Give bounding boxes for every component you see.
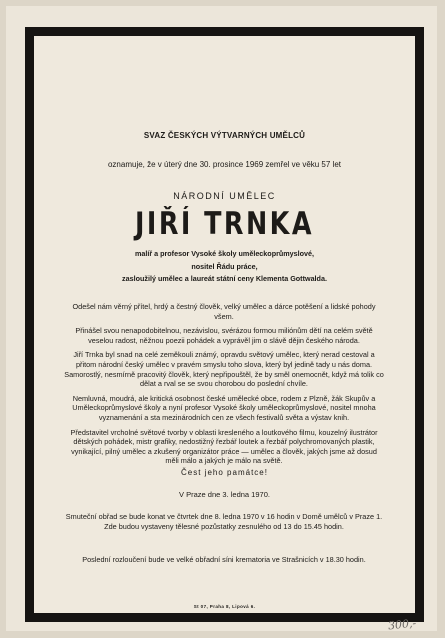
honor-line: nositel Řádu práce, [191, 261, 258, 271]
eulogy-paragraph: Nemluvná, moudrá, ale kritická osobnost české umělecké obce, rodem z Plzně, žák Skupův a Uměleckoprůmyslové školy a nyní profesor Vysoké školy uměleckoprůmyslové, nositel mnoha vyznamenání a sta mezinárodních cen ze všech festivalů světa a výstav knih. [72, 393, 376, 422]
eulogy-text [64, 302, 384, 471]
announcement-line: oznamuje, že v úterý dne 30. prosince 1969 zemřel ve věku 57 let [107, 160, 342, 169]
pencil-price-mark: 300,- [387, 616, 417, 633]
mourning-border [25, 27, 424, 622]
honor-line: malíř a profesor Vysoké školy uměleckoprůmyslové, [134, 249, 315, 258]
farewell-info: Poslední rozloučení bude ve velké obřadní síni krematoria ve Strašnicích v 18.30 hodin. [82, 555, 366, 564]
eulogy-paragraph: Jiří Trnka byl snad na celé zeměkouli známý, opravdu světový umělec, který nerad cestoval a přitom národní český umělec v pravém smyslu toho slova, který byl jedině tady u nás doma. Samorostlý, nesmírně pracovitý člověk, který nepřipouštěl, že by směl onemocnět, když má tolik co dělat a rval se se svou chorobou do poslední chvíle. [64, 350, 384, 389]
eulogy-paragraph: Představitel vrcholné světové tvorby v oblasti kresleného a loutkového filmu, kouzelný ilustrátor dětských pohádek, mistr grafiky, nedostižný řezbář loutek a řezbář polychromovaných plastik, vynikající, pilný umělec a zkušený organizátor práce — umělec a člověk, jakých jsme až dosud měli málo a jakých je málo na světě. [70, 427, 378, 466]
honors-block [34, 248, 415, 286]
eulogy-paragraph: Přinášel svou nenapodobitelnou, nezávislou, svérázou formou miliónům dětí na celém světě veselou radost, něžnou poezii pohádek a vyprávěl jim o slávě dějin českého národa. [75, 326, 373, 345]
eulogy-paragraph: Odešel nám věrný přítel, hrdý a čestný člověk, velký umělec a dárce potěšení a lidské pohody všem. [72, 302, 376, 321]
printer-imprint: St 07, Praha 8, Lipová 6. [193, 604, 256, 609]
issuer-union: SVAZ ČESKÝCH VÝTVARNÝCH UMĚLCŮ [143, 131, 306, 140]
national-artist-title: NÁRODNÍ UMĚLEC [173, 191, 276, 201]
paper-sheet [6, 6, 437, 631]
honor-memory-line: Čest jeho památce! [181, 468, 268, 477]
ceremony-info: Smuteční obřad se bude konat ve čtvrtek dne 8. ledna 1970 v 16 hodin v Domě umělců v Praze 1. Zde budou vystaveny tělesné pozůstatky zesnulého od 13 do 15.45 hodin. [65, 512, 383, 531]
honor-line: zasloužilý umělec a laureát státní ceny Klementa Gottwalda. [122, 274, 327, 283]
deceased-name: JIŘÍ TRNKA [135, 206, 314, 242]
place-and-date: V Praze dne 3. ledna 1970. [179, 490, 270, 499]
notice-content [34, 36, 415, 613]
